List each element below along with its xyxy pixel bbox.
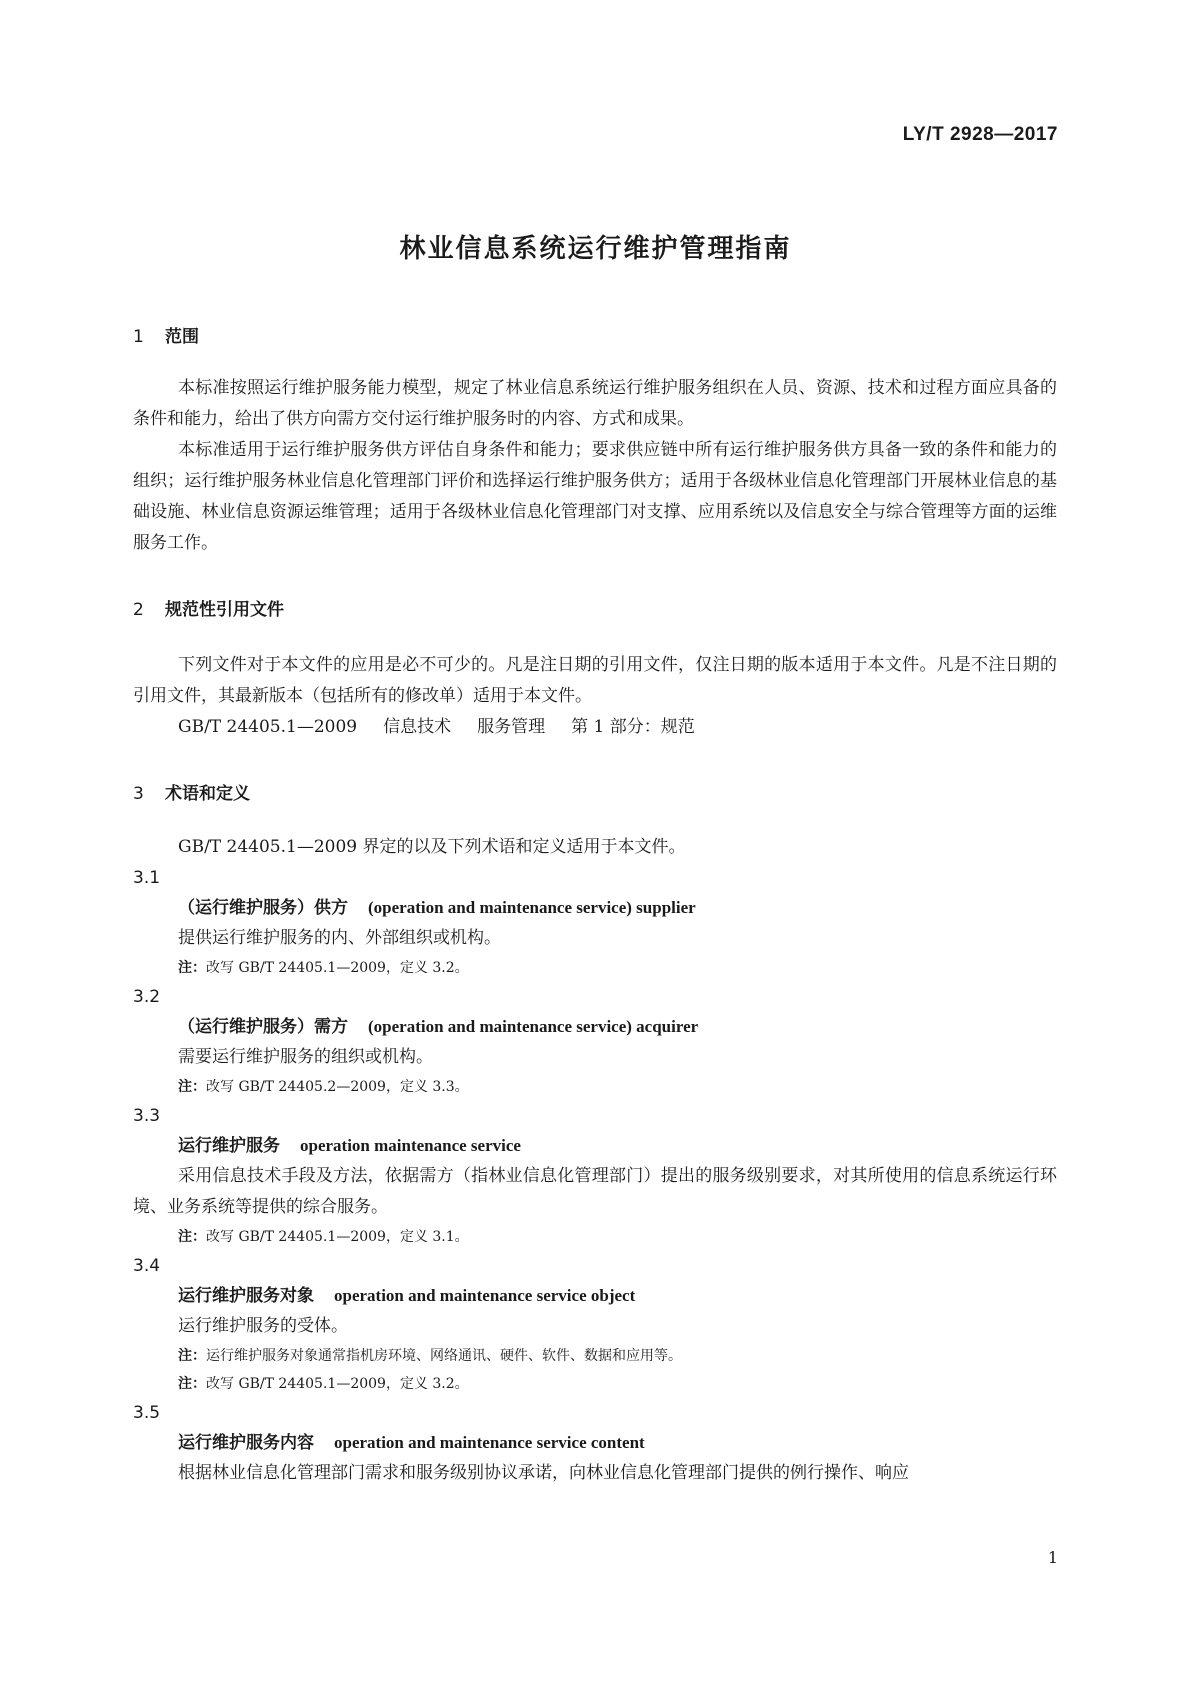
term-en: operation and maintenance service object xyxy=(334,1286,636,1305)
paragraph: 本标准按照运行维护服务能力模型，规定了林业信息系统运行维护服务组织在人员、资源、技术和过程方面应具备的条件和能力，给出了供方向需方交付运行维护服务时的内容、方式和成果。 xyxy=(133,378,1057,429)
note-label: 注： xyxy=(178,1348,206,1364)
paragraph: GB/T 24405.1—2009 界定的以及下列术语和定义适用于本文件。 xyxy=(178,837,686,857)
term-note xyxy=(133,1342,1057,1370)
term-en: (operation and maintenance service) supplier xyxy=(368,898,696,917)
term-zh: 运行维护服务内容 xyxy=(178,1433,314,1453)
note-label: 注： xyxy=(178,960,206,976)
term-number: 3.4 xyxy=(133,1256,161,1276)
term-name xyxy=(133,893,1057,923)
term-definition: 运行维护服务的受体。 xyxy=(178,1316,348,1336)
reference-part: 服务管理 xyxy=(477,717,546,737)
note-label: 注： xyxy=(178,1376,206,1392)
term-zh: （运行维护服务）需方 xyxy=(178,1017,348,1037)
paragraph: 本标准适用于运行维护服务供方评估自身条件和能力；要求供应链中所有运行维护服务供方具备一致的条件和能力的组织；运行维护服务林业信息化管理部门评价和选择运行维护服务供方；适用于各级林业信息化管理部门开展林业信息的基础设施、林业信息资源运维管理；适用于各级林业信息化管理部门对支撑、应用系统以及信息安全与综合管理等方面的运维服务工作。 xyxy=(133,440,1057,553)
note-text: 改写 GB/T 24405.1—2009，定义 3.2。 xyxy=(206,960,469,976)
term-zh: （运行维护服务）供方 xyxy=(178,898,348,918)
term-name xyxy=(133,1012,1057,1042)
term-zh: 运行维护服务对象 xyxy=(178,1286,314,1306)
term-note xyxy=(133,954,1057,982)
section-title: 范围 xyxy=(165,327,199,347)
section-number: 1 xyxy=(133,327,144,347)
term-name xyxy=(133,1428,1057,1458)
term-number: 3.1 xyxy=(133,868,161,888)
term-entry xyxy=(133,982,1057,1101)
document-title: 林业信息系统运行维护管理指南 xyxy=(399,234,792,264)
reference-part: 信息技术 xyxy=(383,717,452,737)
term-en: (operation and maintenance service) acquirer xyxy=(368,1017,699,1036)
reference-code: GB/T 24405.1—2009 xyxy=(178,717,358,737)
section-title: 规范性引用文件 xyxy=(165,600,284,620)
term-entry xyxy=(133,863,1057,982)
term-number: 3.5 xyxy=(133,1403,161,1423)
term-number: 3.2 xyxy=(133,987,161,1007)
term-definition: 提供运行维护服务的内、外部组织或机构。 xyxy=(178,928,501,948)
term-definition: 根据林业信息化管理部门需求和服务级别协议承诺，向林业信息化管理部门提供的例行操作、响应 xyxy=(178,1463,909,1483)
note-text: 改写 GB/T 24405.1—2009，定义 3.1。 xyxy=(206,1229,469,1245)
section-title: 术语和定义 xyxy=(165,784,250,804)
term-note xyxy=(133,1223,1057,1251)
page-number: 1 xyxy=(1047,1548,1058,1567)
term-note xyxy=(133,1073,1057,1101)
term-entry xyxy=(133,1101,1057,1251)
term-definition: 需要运行维护服务的组织或机构。 xyxy=(178,1047,433,1067)
section-2-heading xyxy=(133,595,1057,620)
term-zh: 运行维护服务 xyxy=(178,1136,280,1156)
reference-part: 第 1 部分：规范 xyxy=(571,717,695,737)
term-entry xyxy=(133,1398,1057,1489)
term-number: 3.3 xyxy=(133,1106,161,1126)
term-name xyxy=(133,1281,1057,1311)
term-entry xyxy=(133,1251,1057,1398)
term-note xyxy=(133,1370,1057,1398)
term-en: operation and maintenance service content xyxy=(334,1433,645,1452)
normative-reference xyxy=(133,712,1057,743)
note-text: 改写 GB/T 24405.1—2009，定义 3.2。 xyxy=(206,1376,469,1392)
note-text: 运行维护服务对象通常指机房环境、网络通讯、硬件、软件、数据和应用等。 xyxy=(206,1348,682,1364)
term-definition: 采用信息技术手段及方法，依据需方（指林业信息化管理部门）提出的服务级别要求，对其所使用的信息系统运行环境、业务系统等提供的综合服务。 xyxy=(133,1166,1057,1217)
document-body xyxy=(133,322,1057,1489)
section-1-heading xyxy=(133,322,1057,347)
paragraph: 下列文件对于本文件的应用是必不可少的。凡是注日期的引用文件，仅注日期的版本适用于本文件。凡是不注日期的引用文件，其最新版本（包括所有的修改单）适用于本文件。 xyxy=(133,655,1057,706)
note-label: 注： xyxy=(178,1229,206,1245)
note-text: 改写 GB/T 24405.2—2009，定义 3.3。 xyxy=(206,1079,469,1095)
note-label: 注： xyxy=(178,1079,206,1095)
section-number: 3 xyxy=(133,784,144,804)
section-number: 2 xyxy=(133,600,144,620)
section-3-heading xyxy=(133,779,1057,804)
term-name xyxy=(133,1131,1057,1161)
standard-code: LY/T 2928—2017 xyxy=(902,124,1058,145)
term-en: operation maintenance service xyxy=(300,1136,521,1155)
